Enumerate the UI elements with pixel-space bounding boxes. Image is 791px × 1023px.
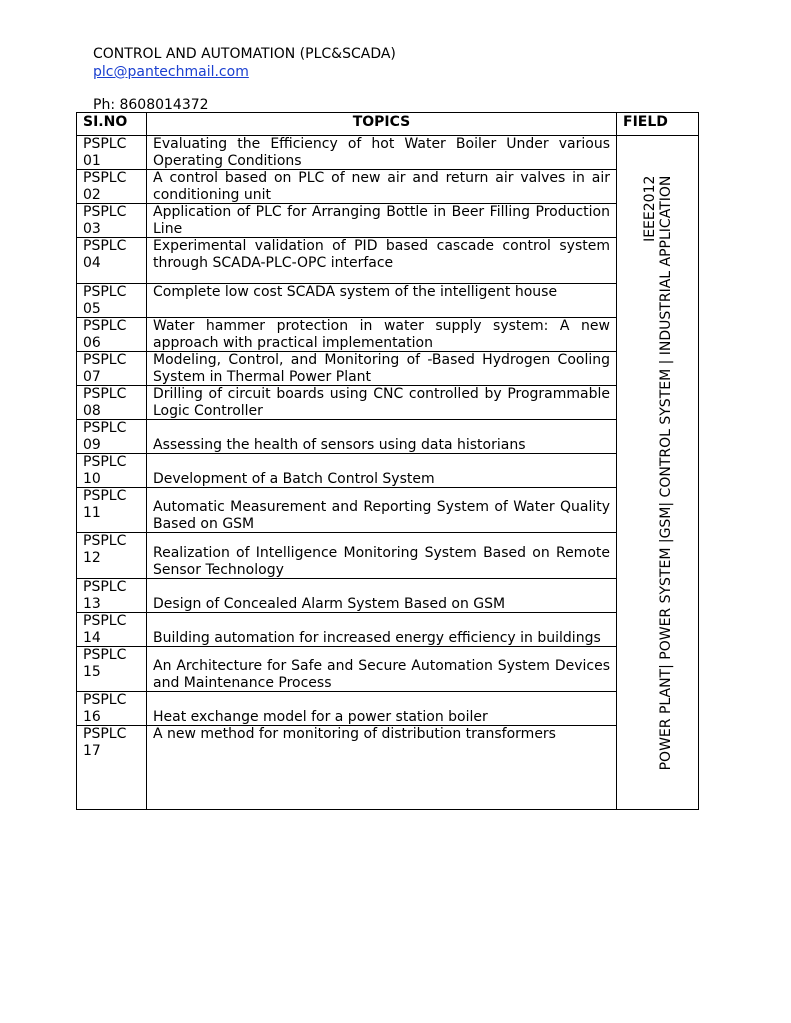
row-number: 14: [83, 629, 101, 646]
table-row: [77, 647, 699, 692]
row-sino: [77, 726, 147, 810]
row-number: 06: [83, 334, 101, 351]
table-row: [77, 726, 699, 810]
table-row: [77, 533, 699, 579]
row-code: PSPLC: [83, 204, 127, 220]
table-row: [77, 352, 699, 386]
column-header-field: FIELD: [617, 113, 699, 136]
row-code: PSPLC: [83, 284, 127, 300]
row-number: 08: [83, 402, 101, 419]
row-code: PSPLC: [83, 579, 127, 595]
row-code: PSPLC: [83, 726, 127, 742]
row-code: PSPLC: [83, 420, 127, 436]
row-code: PSPLC: [83, 318, 127, 334]
row-topic: Building automation for increased energy efficiency in buildings: [147, 613, 617, 647]
row-code: PSPLC: [83, 692, 127, 708]
row-number: 02: [83, 186, 101, 203]
row-sino: [77, 488, 147, 533]
table-body: [77, 136, 699, 810]
column-header-topics: TOPICS: [147, 113, 617, 136]
row-number: 10: [83, 470, 101, 487]
row-sino: [77, 204, 147, 238]
table-header-row: [77, 113, 699, 136]
row-sino: [77, 170, 147, 204]
row-sino: [77, 533, 147, 579]
row-topic: Drilling of circuit boards using CNC controlled by Programmable Logic Controller: [147, 386, 617, 420]
table-row: [77, 454, 699, 488]
row-number: 03: [83, 220, 101, 237]
row-code: PSPLC: [83, 238, 127, 254]
row-topic: An Architecture for Safe and Secure Automation System Devices and Maintenance Process: [147, 647, 617, 692]
email-link[interactable]: plc@pantechmail.com: [93, 64, 249, 80]
row-number: 05: [83, 300, 101, 317]
row-topic: Assessing the health of sensors using data historians: [147, 420, 617, 454]
table-row: [77, 386, 699, 420]
table-row: [77, 488, 699, 533]
row-code: PSPLC: [83, 647, 127, 663]
row-sino: [77, 420, 147, 454]
row-topic: Realization of Intelligence Monitoring System Based on Remote Sensor Technology: [147, 533, 617, 579]
document-header: [93, 45, 396, 114]
document-title: CONTROL AND AUTOMATION (PLC&SCADA): [93, 46, 396, 62]
table-row: [77, 318, 699, 352]
row-topic: Water hammer protection in water supply system: A new approach with practical implementation: [147, 318, 617, 352]
row-topic: Complete low cost SCADA system of the intelligent house: [147, 284, 617, 318]
row-number: 09: [83, 436, 101, 453]
row-topic: A control based on PLC of new air and return air valves in air conditioning unit: [147, 170, 617, 204]
row-topic: Application of PLC for Arranging Bottle in Beer Filling Production Line: [147, 204, 617, 238]
row-number: 17: [83, 742, 101, 759]
table-row: [77, 238, 699, 284]
row-code: PSPLC: [83, 386, 127, 402]
table-row: [77, 420, 699, 454]
row-code: PSPLC: [83, 170, 127, 186]
row-sino: [77, 386, 147, 420]
row-topic: Design of Concealed Alarm System Based on GSM: [147, 579, 617, 613]
row-sino: [77, 136, 147, 170]
row-number: 15: [83, 663, 101, 680]
field-year-label: IEEE2012: [641, 175, 658, 242]
row-topic: Automatic Measurement and Reporting System of Water Quality Based on GSM: [147, 488, 617, 533]
row-topic: Experimental validation of PID based cascade control system through SCADA-PLC-OPC interface: [147, 238, 617, 284]
field-cell: [617, 136, 699, 810]
row-number: 07: [83, 368, 101, 385]
row-sino: [77, 613, 147, 647]
row-number: 13: [83, 595, 101, 612]
row-sino: [77, 318, 147, 352]
column-header-sino: SI.NO: [77, 113, 147, 136]
row-code: PSPLC: [83, 454, 127, 470]
row-number: 12: [83, 549, 101, 566]
row-sino: [77, 238, 147, 284]
row-code: PSPLC: [83, 352, 127, 368]
row-number: 01: [83, 152, 101, 169]
row-topic: A new method for monitoring of distribution transformers: [147, 726, 617, 810]
row-number: 11: [83, 504, 101, 521]
row-topic: Evaluating the Efficiency of hot Water Boiler Under various Operating Conditions: [147, 136, 617, 170]
table-row: [77, 692, 699, 726]
row-topic: Development of a Batch Control System: [147, 454, 617, 488]
table-row: [77, 170, 699, 204]
row-sino: [77, 454, 147, 488]
row-number: 16: [83, 708, 101, 725]
topics-table: [76, 112, 699, 810]
row-sino: [77, 692, 147, 726]
row-sino: [77, 284, 147, 318]
row-sino: [77, 579, 147, 613]
table-row: [77, 136, 699, 170]
table-row: [77, 284, 699, 318]
field-vertical-text: [642, 175, 674, 770]
row-code: PSPLC: [83, 533, 127, 549]
row-code: PSPLC: [83, 136, 127, 152]
row-sino: [77, 352, 147, 386]
row-code: PSPLC: [83, 488, 127, 504]
table-row: [77, 613, 699, 647]
table-row: [77, 204, 699, 238]
table-row: [77, 579, 699, 613]
phone-number: Ph: 8608014372: [93, 97, 209, 113]
row-sino: [77, 647, 147, 692]
row-code: PSPLC: [83, 613, 127, 629]
row-topic: Heat exchange model for a power station boiler: [147, 692, 617, 726]
field-categories-label: POWER PLANT| POWER SYSTEM |GSM| CONTROL SYSTEM | INDUSTRIAL APPLICATION: [657, 175, 674, 770]
row-number: 04: [83, 254, 101, 271]
row-topic: Modeling, Control, and Monitoring of -Based Hydrogen Cooling System in Thermal Power Plant: [147, 352, 617, 386]
